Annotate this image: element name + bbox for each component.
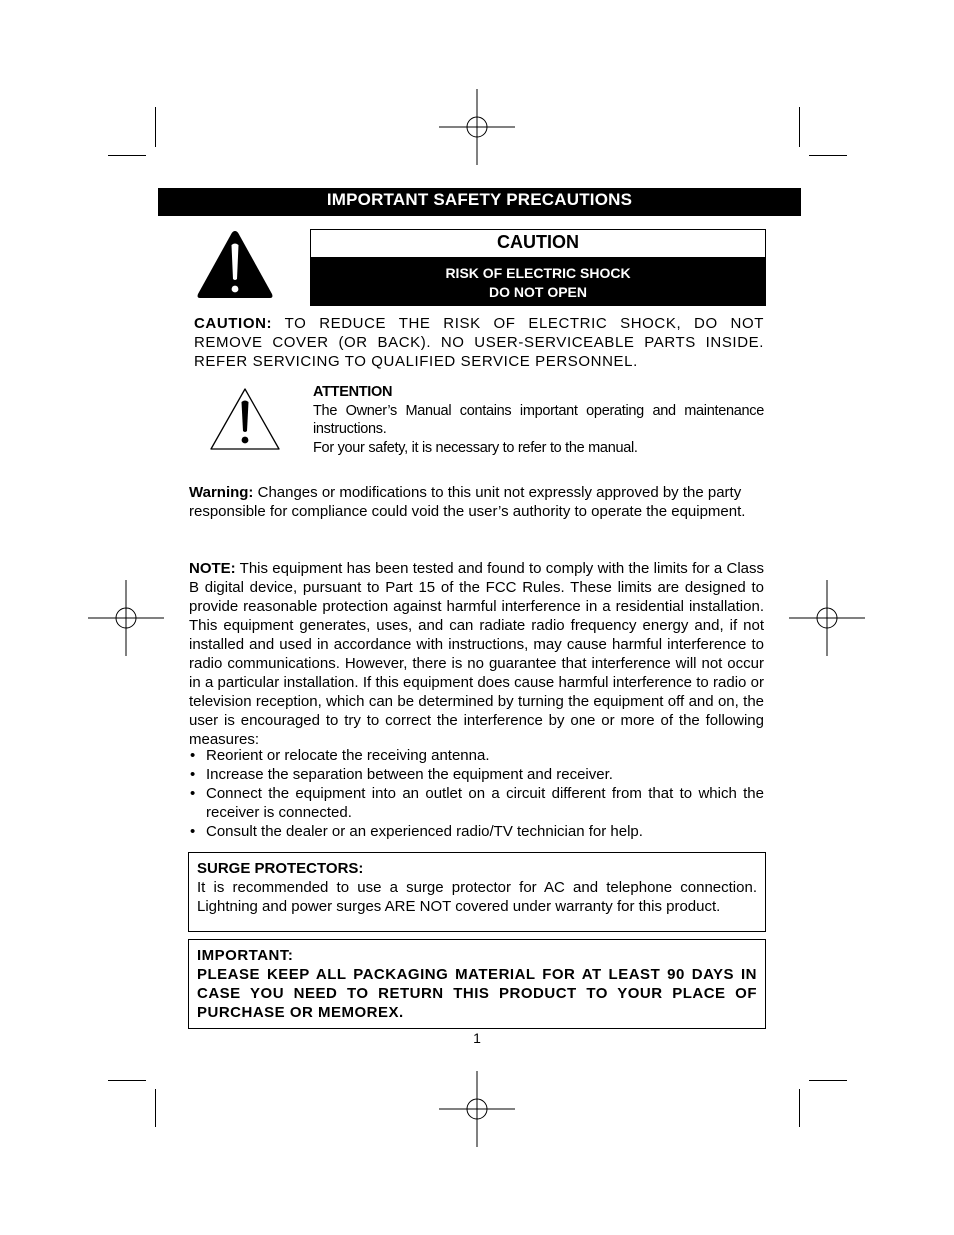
warning-triangle-outline-icon — [209, 387, 281, 451]
warning-triangle-filled-icon — [195, 228, 275, 300]
crop-mark — [809, 1080, 847, 1081]
attention-line-1: The Owner’s Manual contains important operating and maintenance instructions. — [313, 402, 764, 437]
page-title: IMPORTANT SAFETY PRECAUTIONS — [158, 188, 801, 216]
note-text: This equipment has been tested and found to comply with the limits for a Class B digital device, pursuant to Part 15 of the FCC Rules. These limits are designed to provide reasonable protection against harmful interference in a residential installation. This equipment generates, uses, and can radiate radio frequency energy and, if not installed and used in accordance with instructions, may cause harmful interference to radio communications. However, there is no guarantee that interference will not occur in a particular installation. If this equipment does cause harmful interference to radio or television reception, which can be determined by turning the equipment off and on, the user is encouraged to try to correct the interference by one or more of the following measures: — [189, 560, 764, 748]
caution-warning-banner — [311, 257, 765, 305]
attention-heading: ATTENTION — [313, 384, 393, 400]
caution-label — [310, 229, 766, 306]
list-item: • Connect the equipment into an outlet on a circuit different from that to which the receiver is connected. — [189, 784, 764, 822]
surge-text: It is recommended to use a surge protector for AC and telephone connection. Lightning and power surges ARE NOT covered under warranty for this product. — [197, 879, 757, 915]
surge-heading: SURGE PROTECTORS: — [197, 860, 364, 877]
attention-line-2: For your safety, it is necessary to refer to the manual. — [313, 439, 638, 456]
page-number: 1 — [473, 1030, 481, 1046]
crop-mark — [155, 1089, 156, 1127]
caution-line-1: RISK OF ELECTRIC SHOCK — [445, 265, 631, 281]
warning-text: Changes or modifications to this unit not expressly approved by the party responsible for compliance could void the user’s authority to operate the equipment. — [189, 484, 746, 520]
crop-mark — [799, 107, 800, 147]
crop-mark — [799, 1089, 800, 1127]
caution-paragraph — [194, 314, 764, 371]
crop-mark — [155, 107, 156, 147]
caution-text: TO REDUCE THE RISK OF ELECTRIC SHOCK, DO NOT REMOVE COVER (OR BACK). NO USER-SERVICEABLE PARTS INSIDE. REFER SERVICING TO QUALIFIED SERVICE PERSONNEL. — [194, 315, 764, 370]
attention-section — [313, 383, 764, 457]
registration-mark-icon — [439, 1071, 515, 1147]
warning-paragraph — [189, 483, 764, 521]
important-heading: IMPORTANT: — [197, 947, 294, 964]
registration-mark-icon — [789, 580, 865, 656]
list-item: • Reorient or relocate the receiving antenna. — [189, 746, 764, 765]
crop-mark — [108, 155, 146, 156]
caution-heading: CAUTION — [497, 232, 579, 252]
list-item: • Consult the dealer or an experienced radio/TV technician for help. — [189, 822, 764, 841]
important-text: PLEASE KEEP ALL PACKAGING MATERIAL FOR AT LEAST 90 DAYS IN CASE YOU NEED TO RETURN THIS PRODUCT TO YOUR PLACE OF PURCHASE OR MEMOREX. — [197, 966, 757, 1021]
registration-mark-icon — [88, 580, 164, 656]
note-lead: NOTE: — [189, 560, 236, 577]
caution-line-2: DO NOT OPEN — [488, 284, 587, 300]
caution-lead: CAUTION: — [194, 315, 273, 332]
registration-mark-icon — [439, 89, 515, 165]
important-box — [188, 939, 766, 1029]
fcc-measures-list — [189, 746, 764, 841]
warning-lead: Warning: — [189, 484, 254, 501]
crop-mark — [108, 1080, 146, 1081]
list-item: • Increase the separation between the equipment and receiver. — [189, 765, 764, 784]
note-paragraph — [189, 559, 764, 749]
surge-protectors-box — [188, 852, 766, 932]
crop-mark — [809, 155, 847, 156]
